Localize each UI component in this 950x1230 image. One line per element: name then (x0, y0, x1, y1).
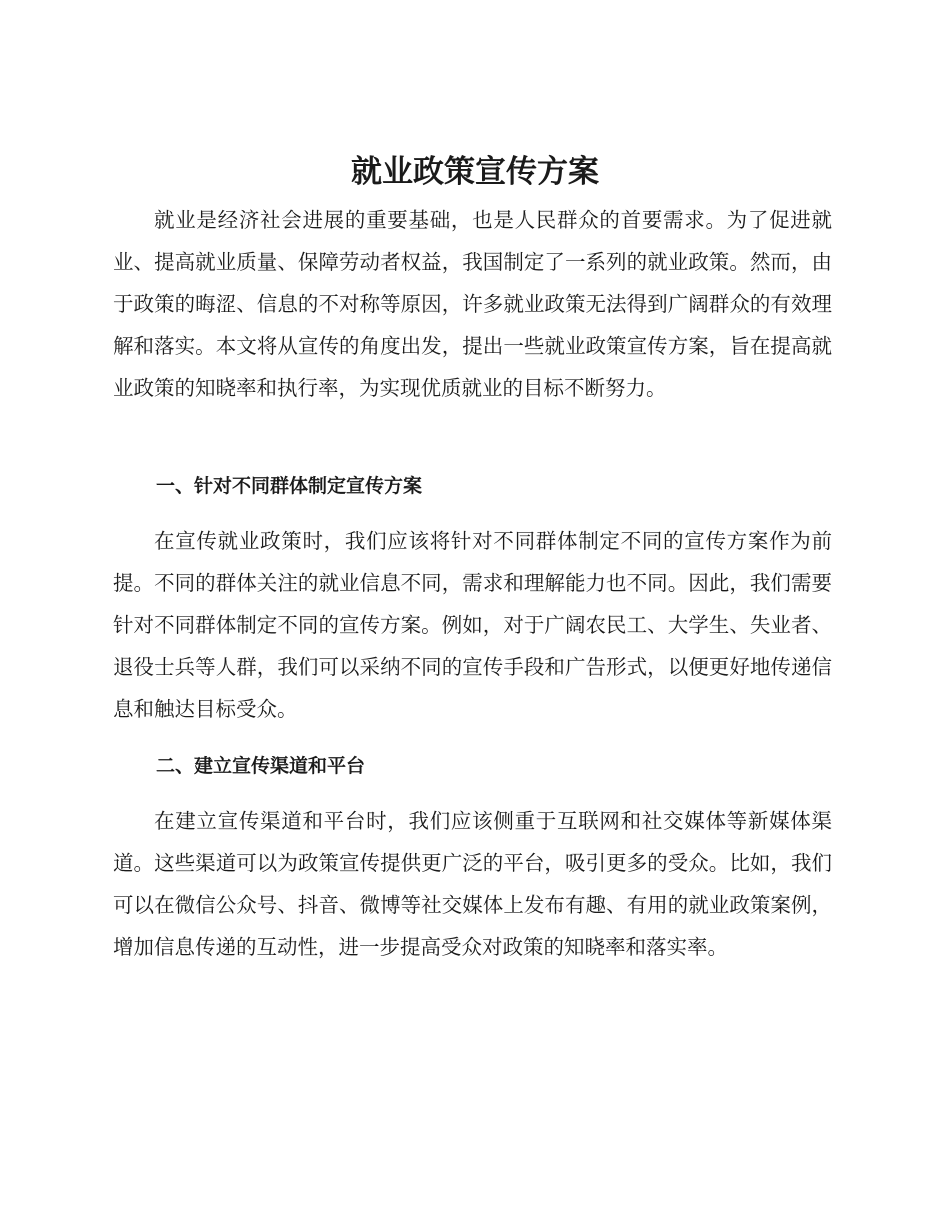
section-heading-1: 一、针对不同群体制定宣传方案 (156, 475, 423, 497)
section-body-1: 在宣传就业政策时，我们应该将针对不同群体制定不同的宣传方案作为前提。不同的群体关注的就业信息不同，需求和理解能力也不同。因此，我们需要针对不同群体制定不同的宣传方案。例如，对于广阔农民工、大学生、失业者、退役士兵等人群，我们可以采纳不同的宣传手段和广告形式，以便更好地传递信息和触达目标受众。 (113, 529, 832, 721)
intro-paragraph: 就业是经济社会进展的重要基础，也是人民群众的首要需求。为了促进就业、提高就业质量、保障劳动者权益，我国制定了一系列的就业政策。然而，由于政策的晦涩、信息的不对称等原因，许多就业政策无法得到广阔群众的有效理解和落实。本文将从宣传的角度出发，提出一些就业政策宣传方案，旨在提高就业政策的知晓率和执行率，为实现优质就业的目标不断努力。 (113, 208, 832, 400)
section-body-2: 在建立宣传渠道和平台时，我们应该侧重于互联网和社交媒体等新媒体渠道。这些渠道可以为政策宣传提供更广泛的平台，吸引更多的受众。比如，我们可以在微信公众号、抖音、微博等社交媒体上发布有趣、有用的就业政策案例，增加信息传递的互动性，进一步提高受众对政策的知晓率和落实率。 (113, 809, 832, 959)
section-heading-2: 二、建立宣传渠道和平台 (156, 755, 366, 777)
document-title: 就业政策宣传方案 (351, 154, 599, 190)
